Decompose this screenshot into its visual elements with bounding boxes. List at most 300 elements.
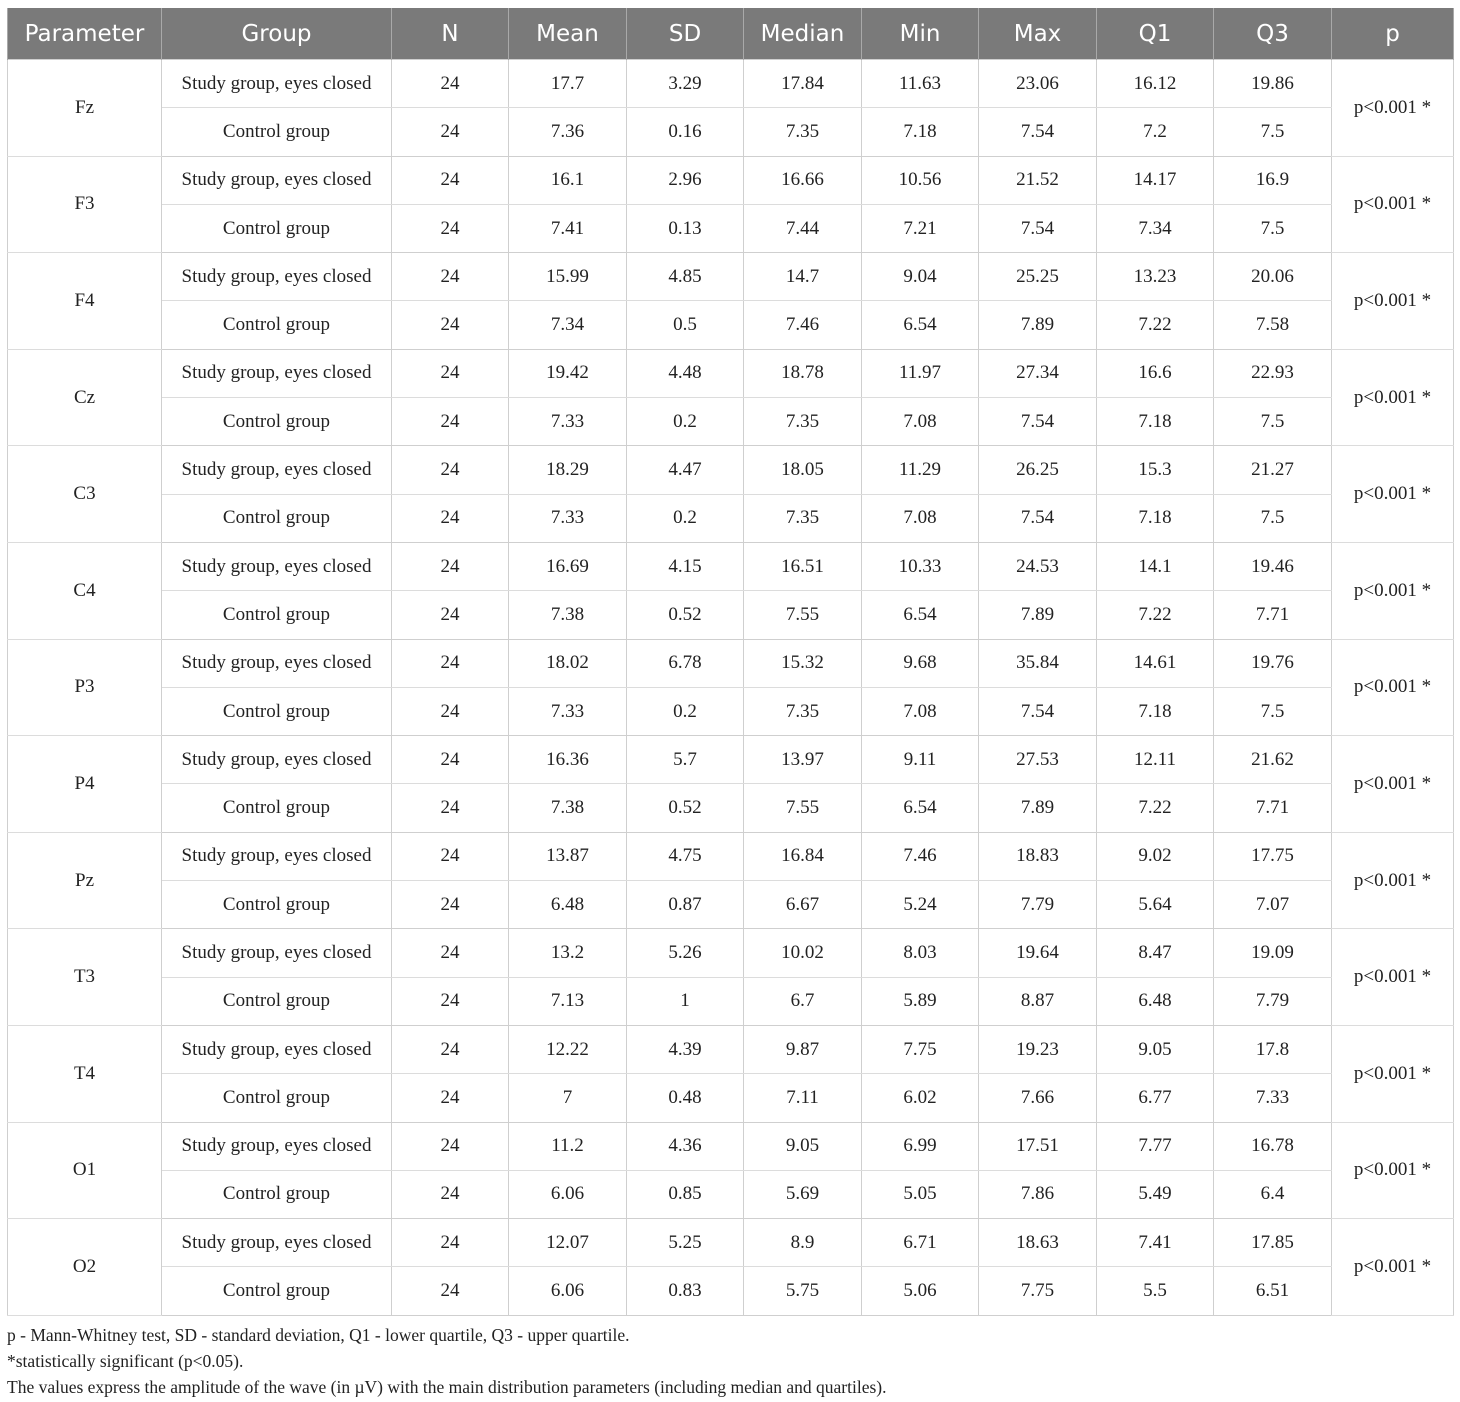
sd-cell: 4.85 <box>627 253 744 301</box>
mean-cell: 15.99 <box>509 253 627 301</box>
median-cell: 7.35 <box>744 494 862 542</box>
n-cell: 24 <box>392 881 509 929</box>
group-cell: Control group <box>162 108 392 156</box>
mean-cell: 13.2 <box>509 929 627 977</box>
parameter-cell: Pz <box>8 832 162 929</box>
sd-cell: 0.2 <box>627 687 744 735</box>
median-cell: 7.55 <box>744 784 862 832</box>
n-cell: 24 <box>392 639 509 687</box>
min-cell: 9.11 <box>862 736 979 784</box>
min-cell: 5.24 <box>862 881 979 929</box>
q3-cell: 6.4 <box>1214 1170 1332 1218</box>
table-row-control <box>8 977 1454 1025</box>
n-cell: 24 <box>392 301 509 349</box>
sd-cell: 5.7 <box>627 736 744 784</box>
table-row-control <box>8 398 1454 446</box>
mean-cell: 7.33 <box>509 398 627 446</box>
min-cell: 6.54 <box>862 784 979 832</box>
header-cell-median: Median <box>744 8 862 60</box>
min-cell: 11.97 <box>862 349 979 397</box>
q3-cell: 7.33 <box>1214 1074 1332 1122</box>
group-cell: Study group, eyes closed <box>162 253 392 301</box>
max-cell: 17.51 <box>979 1122 1097 1170</box>
header-cell-min: Min <box>862 8 979 60</box>
q1-cell: 15.3 <box>1097 446 1214 494</box>
mean-cell: 17.7 <box>509 60 627 108</box>
group-cell: Control group <box>162 591 392 639</box>
table-row-study <box>8 253 1454 301</box>
min-cell: 10.56 <box>862 156 979 204</box>
median-cell: 16.66 <box>744 156 862 204</box>
group-cell: Study group, eyes closed <box>162 446 392 494</box>
n-cell: 24 <box>392 542 509 590</box>
median-cell: 7.35 <box>744 398 862 446</box>
table-body <box>8 60 1454 1316</box>
mean-cell: 7.41 <box>509 204 627 252</box>
mean-cell: 6.06 <box>509 1170 627 1218</box>
q3-cell: 19.09 <box>1214 929 1332 977</box>
max-cell: 7.54 <box>979 398 1097 446</box>
table-row-control <box>8 784 1454 832</box>
median-cell: 9.05 <box>744 1122 862 1170</box>
mean-cell: 18.02 <box>509 639 627 687</box>
parameter-cell: O1 <box>8 1122 162 1219</box>
p-value-cell: p<0.001 * <box>1332 639 1454 736</box>
median-cell: 7.46 <box>744 301 862 349</box>
table-row-study <box>8 1219 1454 1267</box>
sd-cell: 4.47 <box>627 446 744 494</box>
max-cell: 7.75 <box>979 1267 1097 1315</box>
group-cell: Study group, eyes closed <box>162 1122 392 1170</box>
table-row-study <box>8 639 1454 687</box>
q1-cell: 16.12 <box>1097 60 1214 108</box>
median-cell: 16.51 <box>744 542 862 590</box>
max-cell: 7.79 <box>979 881 1097 929</box>
table-row-study <box>8 1122 1454 1170</box>
median-cell: 16.84 <box>744 832 862 880</box>
parameter-cell: T4 <box>8 1025 162 1122</box>
n-cell: 24 <box>392 977 509 1025</box>
table-row-control <box>8 1170 1454 1218</box>
header-cell-parameter: Parameter <box>8 8 162 60</box>
q1-cell: 7.18 <box>1097 687 1214 735</box>
min-cell: 5.06 <box>862 1267 979 1315</box>
q3-cell: 17.75 <box>1214 832 1332 880</box>
header-cell-q3: Q3 <box>1214 8 1332 60</box>
n-cell: 24 <box>392 494 509 542</box>
p-value-cell: p<0.001 * <box>1332 929 1454 1026</box>
n-cell: 24 <box>392 446 509 494</box>
table-row-control <box>8 301 1454 349</box>
q1-cell: 13.23 <box>1097 253 1214 301</box>
q1-cell: 14.17 <box>1097 156 1214 204</box>
sd-cell: 0.48 <box>627 1074 744 1122</box>
n-cell: 24 <box>392 1267 509 1315</box>
q3-cell: 7.07 <box>1214 881 1332 929</box>
p-value-cell: p<0.001 * <box>1332 60 1454 157</box>
q1-cell: 16.6 <box>1097 349 1214 397</box>
median-cell: 7.44 <box>744 204 862 252</box>
q3-cell: 17.85 <box>1214 1219 1332 1267</box>
q1-cell: 12.11 <box>1097 736 1214 784</box>
max-cell: 7.54 <box>979 494 1097 542</box>
q1-cell: 5.5 <box>1097 1267 1214 1315</box>
header-cell-group: Group <box>162 8 392 60</box>
q3-cell: 21.27 <box>1214 446 1332 494</box>
q1-cell: 7.22 <box>1097 591 1214 639</box>
sd-cell: 0.83 <box>627 1267 744 1315</box>
group-cell: Study group, eyes closed <box>162 929 392 977</box>
median-cell: 9.87 <box>744 1025 862 1073</box>
min-cell: 7.18 <box>862 108 979 156</box>
mean-cell: 19.42 <box>509 349 627 397</box>
p-value-cell: p<0.001 * <box>1332 349 1454 446</box>
parameter-cell: C3 <box>8 446 162 543</box>
header-cell-q1: Q1 <box>1097 8 1214 60</box>
parameter-cell: Cz <box>8 349 162 446</box>
min-cell: 6.71 <box>862 1219 979 1267</box>
sd-cell: 0.85 <box>627 1170 744 1218</box>
n-cell: 24 <box>392 1170 509 1218</box>
q3-cell: 7.58 <box>1214 301 1332 349</box>
group-cell: Control group <box>162 1267 392 1315</box>
q1-cell: 7.41 <box>1097 1219 1214 1267</box>
min-cell: 8.03 <box>862 929 979 977</box>
group-cell: Control group <box>162 494 392 542</box>
table-row-study <box>8 446 1454 494</box>
q3-cell: 21.62 <box>1214 736 1332 784</box>
mean-cell: 16.69 <box>509 542 627 590</box>
q3-cell: 7.5 <box>1214 398 1332 446</box>
max-cell: 18.83 <box>979 832 1097 880</box>
header-cell-p: p <box>1332 8 1454 60</box>
group-cell: Study group, eyes closed <box>162 639 392 687</box>
n-cell: 24 <box>392 60 509 108</box>
sd-cell: 4.39 <box>627 1025 744 1073</box>
group-cell: Control group <box>162 301 392 349</box>
mean-cell: 11.2 <box>509 1122 627 1170</box>
table-row-control <box>8 687 1454 735</box>
max-cell: 26.25 <box>979 446 1097 494</box>
q1-cell: 5.64 <box>1097 881 1214 929</box>
n-cell: 24 <box>392 687 509 735</box>
min-cell: 6.54 <box>862 301 979 349</box>
n-cell: 24 <box>392 1122 509 1170</box>
q3-cell: 7.5 <box>1214 687 1332 735</box>
mean-cell: 7.36 <box>509 108 627 156</box>
footnote-units: The values express the amplitude of the wave (in µV) with the main distribution parameters (including median and quartiles). <box>7 1377 887 1397</box>
mean-cell: 7.38 <box>509 591 627 639</box>
mean-cell: 16.1 <box>509 156 627 204</box>
min-cell: 7.21 <box>862 204 979 252</box>
parameter-cell: F3 <box>8 156 162 253</box>
group-cell: Study group, eyes closed <box>162 542 392 590</box>
median-cell: 17.84 <box>744 60 862 108</box>
parameter-cell: P3 <box>8 639 162 736</box>
header-cell-sd: SD <box>627 8 744 60</box>
n-cell: 24 <box>392 591 509 639</box>
table-row-study <box>8 929 1454 977</box>
n-cell: 24 <box>392 108 509 156</box>
parameter-cell: Fz <box>8 60 162 157</box>
n-cell: 24 <box>392 736 509 784</box>
q3-cell: 16.9 <box>1214 156 1332 204</box>
table-row-control <box>8 1074 1454 1122</box>
q3-cell: 16.78 <box>1214 1122 1332 1170</box>
q3-cell: 19.86 <box>1214 60 1332 108</box>
q3-cell: 22.93 <box>1214 349 1332 397</box>
n-cell: 24 <box>392 1074 509 1122</box>
q1-cell: 7.2 <box>1097 108 1214 156</box>
q1-cell: 7.22 <box>1097 784 1214 832</box>
min-cell: 11.63 <box>862 60 979 108</box>
q1-cell: 14.61 <box>1097 639 1214 687</box>
median-cell: 14.7 <box>744 253 862 301</box>
group-cell: Control group <box>162 977 392 1025</box>
group-cell: Study group, eyes closed <box>162 832 392 880</box>
sd-cell: 0.13 <box>627 204 744 252</box>
max-cell: 7.54 <box>979 204 1097 252</box>
max-cell: 27.34 <box>979 349 1097 397</box>
q3-cell: 7.5 <box>1214 204 1332 252</box>
mean-cell: 6.06 <box>509 1267 627 1315</box>
min-cell: 7.75 <box>862 1025 979 1073</box>
table-row-study <box>8 60 1454 108</box>
min-cell: 7.08 <box>862 398 979 446</box>
q3-cell: 17.8 <box>1214 1025 1332 1073</box>
q3-cell: 19.76 <box>1214 639 1332 687</box>
group-cell: Study group, eyes closed <box>162 349 392 397</box>
median-cell: 7.35 <box>744 108 862 156</box>
min-cell: 11.29 <box>862 446 979 494</box>
header-cell-n: N <box>392 8 509 60</box>
n-cell: 24 <box>392 253 509 301</box>
statistics-table <box>7 8 1454 1316</box>
min-cell: 5.05 <box>862 1170 979 1218</box>
header-cell-max: Max <box>979 8 1097 60</box>
min-cell: 9.04 <box>862 253 979 301</box>
group-cell: Study group, eyes closed <box>162 1025 392 1073</box>
max-cell: 7.54 <box>979 108 1097 156</box>
min-cell: 6.02 <box>862 1074 979 1122</box>
max-cell: 7.89 <box>979 784 1097 832</box>
median-cell: 6.67 <box>744 881 862 929</box>
mean-cell: 7.13 <box>509 977 627 1025</box>
median-cell: 10.02 <box>744 929 862 977</box>
q1-cell: 6.48 <box>1097 977 1214 1025</box>
max-cell: 35.84 <box>979 639 1097 687</box>
sd-cell: 4.15 <box>627 542 744 590</box>
q1-cell: 7.18 <box>1097 494 1214 542</box>
n-cell: 24 <box>392 929 509 977</box>
header-row <box>8 8 1454 60</box>
mean-cell: 18.29 <box>509 446 627 494</box>
q3-cell: 7.5 <box>1214 494 1332 542</box>
mean-cell: 7.34 <box>509 301 627 349</box>
sd-cell: 0.16 <box>627 108 744 156</box>
p-value-cell: p<0.001 * <box>1332 156 1454 253</box>
table-row-study <box>8 349 1454 397</box>
n-cell: 24 <box>392 832 509 880</box>
p-value-cell: p<0.001 * <box>1332 1122 1454 1219</box>
min-cell: 6.54 <box>862 591 979 639</box>
q3-cell: 7.71 <box>1214 784 1332 832</box>
max-cell: 19.64 <box>979 929 1097 977</box>
parameter-cell: T3 <box>8 929 162 1026</box>
table-footnotes <box>7 1322 887 1400</box>
max-cell: 7.89 <box>979 301 1097 349</box>
sd-cell: 6.78 <box>627 639 744 687</box>
table-row-study <box>8 1025 1454 1073</box>
mean-cell: 7.33 <box>509 494 627 542</box>
p-value-cell: p<0.001 * <box>1332 736 1454 833</box>
median-cell: 8.9 <box>744 1219 862 1267</box>
max-cell: 23.06 <box>979 60 1097 108</box>
q3-cell: 19.46 <box>1214 542 1332 590</box>
max-cell: 24.53 <box>979 542 1097 590</box>
table-row-control <box>8 591 1454 639</box>
footnote-significance: *statistically significant (p<0.05). <box>7 1351 244 1371</box>
mean-cell: 12.07 <box>509 1219 627 1267</box>
table-row-control <box>8 881 1454 929</box>
median-cell: 5.69 <box>744 1170 862 1218</box>
min-cell: 9.68 <box>862 639 979 687</box>
table-row-control <box>8 204 1454 252</box>
max-cell: 8.87 <box>979 977 1097 1025</box>
parameter-cell: F4 <box>8 253 162 350</box>
table-container <box>7 8 1453 1316</box>
table-row-study <box>8 542 1454 590</box>
n-cell: 24 <box>392 204 509 252</box>
p-value-cell: p<0.001 * <box>1332 832 1454 929</box>
mean-cell: 7.38 <box>509 784 627 832</box>
q1-cell: 14.1 <box>1097 542 1214 590</box>
min-cell: 5.89 <box>862 977 979 1025</box>
group-cell: Control group <box>162 204 392 252</box>
q3-cell: 20.06 <box>1214 253 1332 301</box>
min-cell: 7.08 <box>862 494 979 542</box>
median-cell: 13.97 <box>744 736 862 784</box>
median-cell: 7.11 <box>744 1074 862 1122</box>
q1-cell: 7.18 <box>1097 398 1214 446</box>
p-value-cell: p<0.001 * <box>1332 1219 1454 1316</box>
q1-cell: 9.05 <box>1097 1025 1214 1073</box>
max-cell: 7.66 <box>979 1074 1097 1122</box>
min-cell: 10.33 <box>862 542 979 590</box>
sd-cell: 0.2 <box>627 494 744 542</box>
q3-cell: 7.5 <box>1214 108 1332 156</box>
mean-cell: 16.36 <box>509 736 627 784</box>
n-cell: 24 <box>392 1025 509 1073</box>
table-row-control <box>8 108 1454 156</box>
q3-cell: 6.51 <box>1214 1267 1332 1315</box>
max-cell: 18.63 <box>979 1219 1097 1267</box>
p-value-cell: p<0.001 * <box>1332 1025 1454 1122</box>
table-row-control <box>8 494 1454 542</box>
n-cell: 24 <box>392 398 509 446</box>
q1-cell: 8.47 <box>1097 929 1214 977</box>
group-cell: Control group <box>162 881 392 929</box>
median-cell: 7.55 <box>744 591 862 639</box>
sd-cell: 5.25 <box>627 1219 744 1267</box>
q1-cell: 7.34 <box>1097 204 1214 252</box>
sd-cell: 0.87 <box>627 881 744 929</box>
sd-cell: 5.26 <box>627 929 744 977</box>
max-cell: 7.86 <box>979 1170 1097 1218</box>
sd-cell: 0.2 <box>627 398 744 446</box>
sd-cell: 4.75 <box>627 832 744 880</box>
q1-cell: 7.77 <box>1097 1122 1214 1170</box>
group-cell: Control group <box>162 1074 392 1122</box>
q3-cell: 7.79 <box>1214 977 1332 1025</box>
n-cell: 24 <box>392 784 509 832</box>
group-cell: Study group, eyes closed <box>162 60 392 108</box>
sd-cell: 0.5 <box>627 301 744 349</box>
q1-cell: 6.77 <box>1097 1074 1214 1122</box>
sd-cell: 3.29 <box>627 60 744 108</box>
table-row-study <box>8 736 1454 784</box>
group-cell: Study group, eyes closed <box>162 1219 392 1267</box>
group-cell: Study group, eyes closed <box>162 736 392 784</box>
max-cell: 19.23 <box>979 1025 1097 1073</box>
parameter-cell: C4 <box>8 542 162 639</box>
p-value-cell: p<0.001 * <box>1332 446 1454 543</box>
max-cell: 27.53 <box>979 736 1097 784</box>
mean-cell: 6.48 <box>509 881 627 929</box>
group-cell: Control group <box>162 1170 392 1218</box>
q1-cell: 5.49 <box>1097 1170 1214 1218</box>
mean-cell: 7 <box>509 1074 627 1122</box>
sd-cell: 4.48 <box>627 349 744 397</box>
q3-cell: 7.71 <box>1214 591 1332 639</box>
header-cell-mean: Mean <box>509 8 627 60</box>
max-cell: 21.52 <box>979 156 1097 204</box>
group-cell: Study group, eyes closed <box>162 156 392 204</box>
table-row-control <box>8 1267 1454 1315</box>
q1-cell: 7.22 <box>1097 301 1214 349</box>
table-row-study <box>8 156 1454 204</box>
table-row-study <box>8 832 1454 880</box>
n-cell: 24 <box>392 1219 509 1267</box>
parameter-cell: P4 <box>8 736 162 833</box>
parameter-cell: O2 <box>8 1219 162 1316</box>
q1-cell: 9.02 <box>1097 832 1214 880</box>
p-value-cell: p<0.001 * <box>1332 253 1454 350</box>
max-cell: 25.25 <box>979 253 1097 301</box>
mean-cell: 13.87 <box>509 832 627 880</box>
min-cell: 7.46 <box>862 832 979 880</box>
group-cell: Control group <box>162 784 392 832</box>
median-cell: 5.75 <box>744 1267 862 1315</box>
n-cell: 24 <box>392 349 509 397</box>
min-cell: 6.99 <box>862 1122 979 1170</box>
median-cell: 7.35 <box>744 687 862 735</box>
mean-cell: 7.33 <box>509 687 627 735</box>
sd-cell: 0.52 <box>627 591 744 639</box>
group-cell: Control group <box>162 687 392 735</box>
sd-cell: 1 <box>627 977 744 1025</box>
median-cell: 18.05 <box>744 446 862 494</box>
sd-cell: 2.96 <box>627 156 744 204</box>
footnote-abbreviations: p - Mann-Whitney test, SD - standard deviation, Q1 - lower quartile, Q3 - upper quartile. <box>7 1325 630 1345</box>
median-cell: 18.78 <box>744 349 862 397</box>
max-cell: 7.89 <box>979 591 1097 639</box>
sd-cell: 0.52 <box>627 784 744 832</box>
sd-cell: 4.36 <box>627 1122 744 1170</box>
median-cell: 15.32 <box>744 639 862 687</box>
median-cell: 6.7 <box>744 977 862 1025</box>
p-value-cell: p<0.001 * <box>1332 542 1454 639</box>
